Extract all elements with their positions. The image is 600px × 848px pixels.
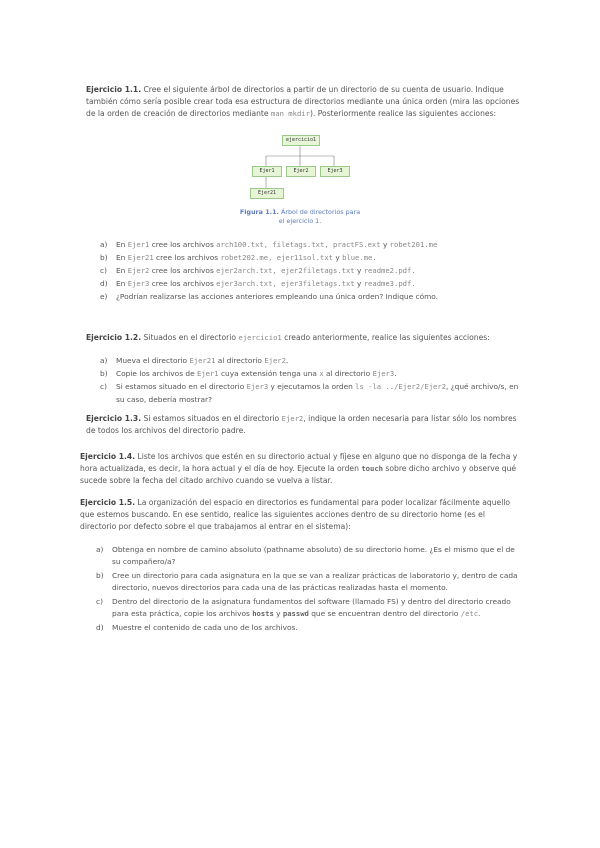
list-item: c) Si estamos situado en el directorio Ejer3 y ejecutamos la orden ls -la ../Ejer2/Ejer2, ¿qué archivo/s, en su caso, debería mostrar? bbox=[100, 382, 519, 404]
list-item: a) Obtenga en nombre de camino absoluto (pathname absoluto) de su directorio home. ¿Es el mismo que el de su compañero/a? bbox=[96, 545, 515, 566]
exercise-1-3-title: Ejercicio 1.3. bbox=[86, 414, 142, 423]
directory-tree-figure bbox=[240, 132, 360, 204]
command-man-mkdir: man mkdir bbox=[271, 109, 310, 118]
exercise-1-1-title: Ejercicio 1.1. bbox=[86, 85, 142, 94]
list-item: a) Mueva el directorio Ejer21 al directorio Ejer2. bbox=[100, 356, 289, 365]
exercise-1-4-title: Ejercicio 1.4. bbox=[80, 452, 136, 461]
list-item: c) En Ejer2 cree los archivos ejer2arch.txt, ejer2filetags.txt y readme2.pdf. bbox=[100, 266, 416, 275]
exercise-1-3-statement: Ejercicio 1.3. Si estamos situados en el directorio Ejer2, indique la orden necesaria para listar sólo los nombres de todos los archivos del directorio padre. bbox=[86, 414, 517, 435]
exercise-1-5-actions bbox=[96, 544, 522, 634]
exercise-1-1-statement: Ejercicio 1.1. Cree el siguiente árbol de directorios a partir de un directorio de su cuenta de usuario. Indique también cómo sería posible crear toda esa estructura de directorios mediante una única orden (mira las opciones de la orden de creación de directorios mediante man mkdir). Posteriormente realice las siguientes acciones: bbox=[86, 85, 520, 118]
exercise-1-5-title: Ejercicio 1.5. bbox=[80, 498, 136, 507]
list-item: b) Cree un directorio para cada asignatura en la que se van a realizar prácticas de laboratorio y, dentro de cada directorio, nuevos directorios para cada una de las prácticas realizadas hasta el momento. bbox=[96, 571, 518, 592]
tree-node-ejer3: Ejer3 bbox=[320, 166, 350, 177]
list-item: c) Dentro del directorio de la asignatura fundamentos del software (llamado FS) y dentro del directorio creado para esta práctica, copie los archivos hosts y passwd que se encuentran dentro del directorio /etc. bbox=[96, 597, 511, 618]
list-item: b) Copie los archivos de Ejer1 cuya extensión tenga una x al directorio Ejer3. bbox=[100, 369, 397, 378]
list-item: a) En Ejer1 cree los archivos arch100.txt, filetags.txt, practFS.ext y robet201.me bbox=[100, 240, 438, 249]
exercise-1-2-statement: Ejercicio 1.2. Situados en el directorio ejercicio1 creado anteriormente, realice las siguientes acciones: bbox=[86, 333, 490, 342]
list-item: d) En Ejer3 cree los archivos ejer3arch.txt, ejer3filetags.txt y readme3.pdf. bbox=[100, 279, 416, 288]
tree-node-ejer2: Ejer2 bbox=[286, 166, 316, 177]
exercise-1-5-statement: Ejercicio 1.5. La organización del espacio en directorios es fundamental para poder localizar fácilmente aquello que estemos buscando. En ese sentido, realice las siguientes acciones dentro de su directorio home (es el directorio por defecto sobre el que trabajamos al entrar en el sistema): bbox=[80, 498, 511, 531]
list-item: b) En Ejer21 cree los archivos robet202.me, ejer11sol.txt y blue.me. bbox=[100, 253, 377, 262]
list-item: d) Muestre el contenido de cada uno de los archivos. bbox=[96, 623, 298, 632]
exercise-1-1-actions bbox=[100, 238, 520, 303]
tree-node-ejer21: Ejer21 bbox=[250, 188, 284, 199]
list-item: e) ¿Podrían realizarse las acciones anteriores empleando una única orden? Indique cómo. bbox=[100, 292, 439, 301]
tree-node-ejer1: Ejer1 bbox=[252, 166, 282, 177]
figure-caption: Figura 1.1. Árbol de directorios para el ejercicio 1. bbox=[239, 208, 361, 225]
tree-node-root: ejercicio1 bbox=[282, 135, 320, 146]
exercise-1-2-title: Ejercicio 1.2. bbox=[86, 333, 142, 342]
exercise-1-4-statement: Ejercicio 1.4. Liste los archivos que estén en su directorio actual y fíjese en alguno que no disponga de la fecha y hora actualizada, es decir, la hora actual y el día de hoy. Ejecute la orden touch sobre dicho archivo y observe qué sucede sobre la fecha del citado archivo cuando se vuelva a listar. bbox=[80, 452, 518, 485]
exercise-1-2-actions bbox=[100, 354, 520, 406]
